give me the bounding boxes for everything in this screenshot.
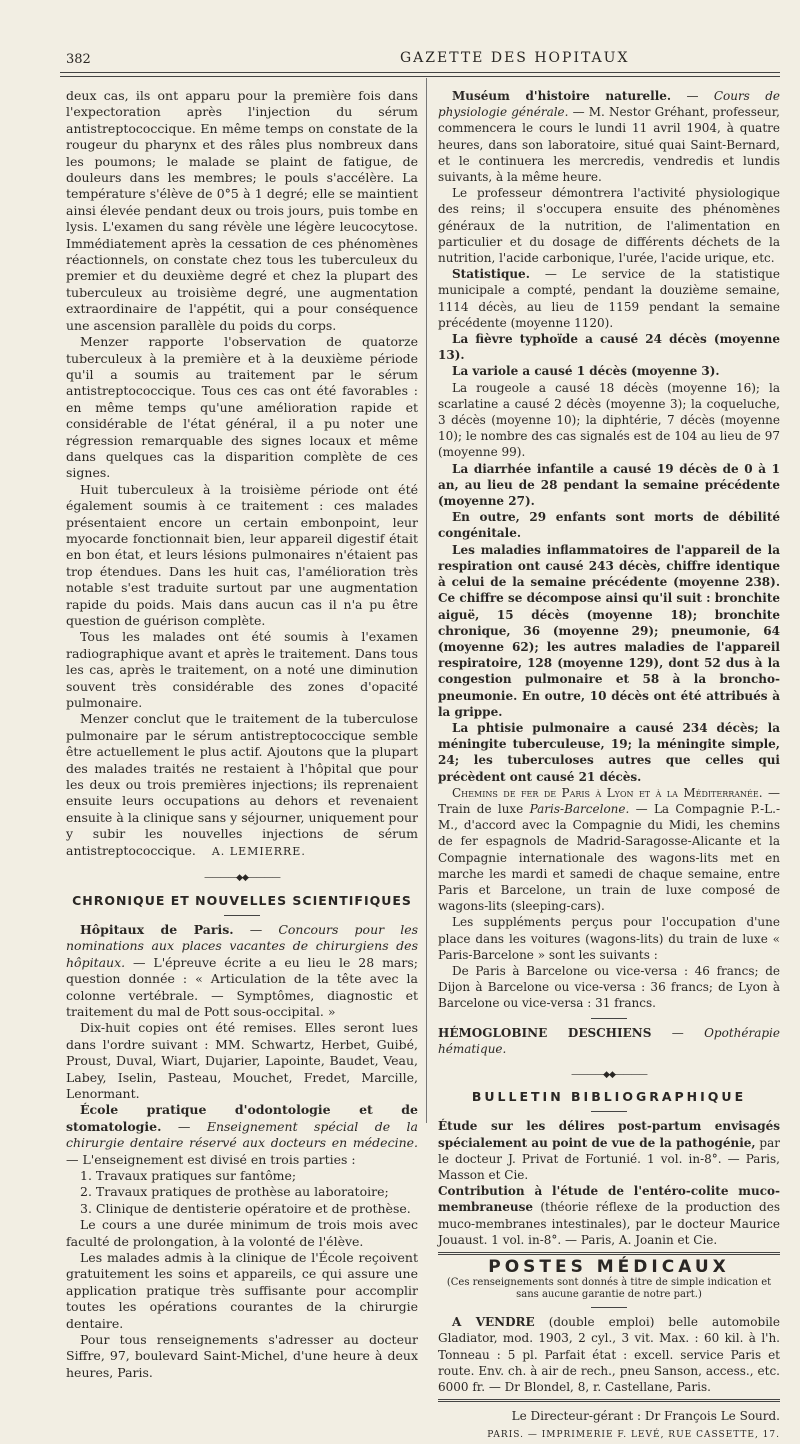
page-header xyxy=(60,48,780,70)
stat-line: La variole a causé 1 décès (moyenne 3). xyxy=(452,364,720,379)
stat-line: La phtisie pulmonaire a causé 234 décès; la méningite tuberculeuse, 19; la méningite simple, 24; les tuberculoses autres que celles qui précèdent ont causé 21 décès. xyxy=(438,720,780,784)
printer-imprint: PARIS. — IMPRIMERIE F. LEVÉ, RUE CASSETTE, 17. xyxy=(487,1430,780,1441)
header-rule xyxy=(60,72,780,73)
bulletin-title: BULLETIN BIBLIOGRAPHIQUE xyxy=(471,1089,747,1105)
header-rule-2 xyxy=(60,76,780,77)
stat-line: En outre, 29 enfants sont morts de débilité congénitale. xyxy=(438,510,780,541)
stat-line: La fièvre typhoïde a causé 24 décès (moyenne 13). xyxy=(438,332,780,363)
news-paragraph: Les suppléments perçus pour l'occupation d'une place dans les voitures (wagons-lits) du train de luxe « Paris-Barcelone » sont les suivants : xyxy=(438,915,780,962)
article-paragraph: Huit tuberculeux à la troisième période ont été également soumis à ce traitement : ces malades présentaient encore un certain embonpoint, leur myocarde fonctionnait bien, leur appareil digestif était en bon état, et leurs lésions pulmonaires n'étaient pas trop étendues. Dans les huit cas, l'amélioration très notable s'est traduite surtout par une augmentation rapide du poids. Mais dans aucun cas il n'a pu être question de guérison complète. xyxy=(66,481,418,628)
section-title: CHRONIQUE ET NOUVELLES SCIENTIFIQUES xyxy=(72,892,412,908)
news-item: Muséum d'histoire naturelle. — Cours de physiologie générale. — M. Nestor Gréhant, professeur, commencera le cours le lundi 11 avril 1904, à quatre heures, dans son laboratoire, situé quai Saint-Bernard, et le continuera les mercredis, vendredis et lundis suivants, à la même heure. xyxy=(438,89,780,185)
news-item: École pratique d'odontologie et de stomatologie. — Enseignement spécial de la chirurgie dentaire réservé aux docteurs en médecine. — L'enseignement est divisé en trois parties : xyxy=(66,1102,418,1167)
ornament-rule: ————◆◆———— xyxy=(204,873,280,884)
article-paragraph: Tous les malades ont été soumis à l'examen radiographique avant et après le traitement. Dans tous les cas, après le traitement, on a noté une diminution souvent très considérable des zones d'opacité pulmonaire. xyxy=(66,629,418,711)
short-rule xyxy=(591,1307,627,1308)
news-paragraph: De Paris à Barcelone ou vice-versa : 46 francs; de Dijon à Barcelone ou vice-versa : 36 francs; de Lyon à Barcelone ou vice-versa : 31 francs. xyxy=(438,963,780,1011)
news-paragraph: Pour tous renseignements s'adresser au docteur Siffre, 97, boulevard Saint-Michel, d'une heure à deux heures, Paris. xyxy=(66,1332,418,1380)
author-signature: A. LEMIERRE. xyxy=(211,844,306,858)
classified-ad: A VENDRE (double emploi) belle automobile Gladiator, mod. 1903, 2 cyl., 3 vit. Max. : 60 kil. à l'h. Tonneau : 5 pl. Parfait état : excell. service Paris et route. Env. ch. à air de rech., pneu Sanson, access., etc. 6000 fr. — Dr Blondel, 8, r. Castellane, Paris. xyxy=(438,1315,780,1395)
short-rule xyxy=(591,1018,627,1019)
article-paragraph: Menzer conclut que le traitement de la tuberculose pulmonaire par le sérum antistreptococcique semble être actuellement le plus actif. Ajoutons que la plupart des malades traités ne restaient à l'hôpital que pour les deux ou trois premières injections; ils reprenaient ensuite leurs occupations au dehors et revenaient ensuite à la clinique sans y séjourner, uniquement pour y subir les nouvelles injections de sérum antistreptococcique. A. LEMIERRE. xyxy=(66,711,418,858)
list-item: 2. Travaux pratiques de prothèse au laboratoire; xyxy=(80,1184,389,1200)
running-title: GAZETTE DES HOPITAUX xyxy=(400,50,630,66)
double-rule xyxy=(438,1252,780,1255)
column-divider xyxy=(426,78,427,1123)
list-item: 1. Travaux pratiques sur fantôme; xyxy=(80,1168,297,1183)
article-paragraph: Menzer rapporte l'observation de quatorze tuberculeux à la première et à la deuxième période qu'il a soumis au traitement par le sérum antistreptococcique. Tous ces cas ont été favorables : en même temps qu'une amélioration rapide et considérable de l'état général, il a pu noter une régression remarquable des signes locaux et même dans quelques cas la disparition complète de ces signes. xyxy=(66,334,418,481)
bibliography-item: Étude sur les délires post-partum envisagés spécialement au point de vue de la pathogénie, par le docteur J. Privat de Fortunié. 1 vol. in-8°. — Paris, Masson et Cie. xyxy=(438,1119,780,1182)
news-paragraph: Dix-huit copies ont été remises. Elles seront lues dans l'ordre suivant : MM. Schwartz, Herbet, Guibé, Proust, Duval, Wiart, Dujarier, Lapointe, Baudet, Veau, Labey, Iselin, Pasteau, Mouchet, Fredet, Marcille, Lenormant. xyxy=(66,1020,418,1101)
advert-line: HÉMOGLOBINE DESCHIENS — Opothérapie hématique. xyxy=(438,1025,780,1056)
ornament-rule: ————◆◆———— xyxy=(571,1069,647,1080)
news-item: Hôpitaux de Paris. — Concours pour les nominations aux places vacantes de chirurgiens des hôpitaux. — L'épreuve écrite a eu lieu le 28 mars; question donnée : « Articulation de la tête avec la colonne vertébrale. — Symptômes, diagnostic et traitement du mal de Pott sous-occipital. » xyxy=(66,921,419,1019)
news-item: Statistique. — Le service de la statistique municipale a compté, pendant la douzième semaine, 1114 décès, au lieu de 1159 pendant la semaine précédente (moyenne 1120). xyxy=(438,267,780,330)
news-paragraph: Le professeur démontrera l'activité physiologique des reins; il s'occupera ensuite des phénomènes généraux de la nutrition, de l'alimentation en particulier et du dosage de différents déchets de la nutrition, l'acide carbonique, l'urée, l'acide urique, etc. xyxy=(438,186,780,266)
right-column xyxy=(438,88,780,1444)
short-rule xyxy=(591,1111,627,1112)
stat-line: La rougeole a causé 18 décès (moyenne 16); la scarlatine a causé 2 décès (moyenne 3); la coqueluche, 3 décès (moyenne 10); la diphtérie, 7 décès (moyenne 10); le nombre des cas signalés est de 104 au lieu de 97 (moyenne 99). xyxy=(438,380,780,460)
director-signature: Le Directeur-gérant : Dr François Le Sourd. xyxy=(511,1409,780,1424)
postes-note: (Ces renseignements sont donnés à titre de simple indication et sans aucune garantie de notre part.) xyxy=(446,1277,772,1301)
postes-title: POSTES MÉDICAUX xyxy=(488,1257,730,1278)
course-list xyxy=(66,1168,418,1217)
list-item: 3. Clinique de dentisterie opératoire et de prothèse. xyxy=(80,1200,411,1216)
bibliography-item: Contribution à l'étude de l'entéro-colite muco-membraneuse (théorie réflexe de la production des muco-membranes intestinales), par le docteur Maurice Jouaust. 1 vol. in-8°. — Paris, A. Joanin et Cie. xyxy=(438,1184,780,1247)
news-paragraph: Le cours a une durée minimum de trois mois avec faculté de prolongation, à la volonté de l'élève. xyxy=(66,1217,418,1249)
page-number: 382 xyxy=(66,52,91,67)
news-paragraph: Les malades admis à la clinique de l'École reçoivent gratuitement les soins et appareils, ce qui assure une application pratique très suffisante pour accomplir toutes les opérations courantes de la chirurgie dentaire. xyxy=(66,1250,418,1331)
left-column xyxy=(66,88,418,1381)
stat-line: Les maladies inflammatoires de l'appareil de la respiration ont causé 243 décès, chiffre identique à celui de la semaine précédente (moyenne 238). Ce chiffre se décompose ainsi qu'il suit : bronchite aiguë, 15 décès (moyenne 18); bronchite chronique, 36 (moyenne 29); pneumonie, 64 (moyenne 62); les autres maladies de l'appareil respiratoire, 128 (moyenne 129), dont 52 dus à la congestion pulmonaire et 58 à la broncho-pneumonie. En outre, 10 décès ont été attribués à la grippe. xyxy=(438,542,780,719)
article-paragraph: deux cas, ils ont apparu pour la première fois dans l'expectoration après l'injection du sérum antistreptococcique. En même temps on constate de la rougeur du pharynx et des râles plus nombreux dans les poumons; le malade se plaint de fatigue, de douleurs dans les membres; le pouls s'accélère. La température s'élève de 0°5 à 1 degré; elle se maintient ainsi élevée pendant deux ou trois jours, puis tombe en lysis. L'examen du sang révèle une légère leucocytose. Immédiatement après la cessation de ces phénomènes réactionnels, on constate chez tous les tuberculeux du premier et du deuxième degré et chez la plupart des tuberculeux au troisième degré, une augmentation extraordinaire de l'appétit, qui a pour conséquence une ascension parallèle du poids du corps. xyxy=(66,88,418,333)
double-rule xyxy=(438,1399,780,1402)
stat-line: La diarrhée infantile a causé 19 décès de 0 à 1 an, au lieu de 28 pendant la semaine précédente (moyenne 27). xyxy=(438,461,780,509)
news-item: Chemins de fer de Paris à Lyon et à la Méditerranée. — Train de luxe Paris-Barcelone. — La Compagnie P.-L.-M., d'accord avec la Compagnie du Midi, les chemins de fer espagnols de Madrid-Saragosse-Alicante et la Compagnie internationale des wagons-lits met en marche les mardi et samedi de chaque semaine, entre Paris et Barcelone, un train de luxe composé de wagons-lits (sleeping-cars). xyxy=(438,785,780,914)
short-rule xyxy=(224,915,260,916)
